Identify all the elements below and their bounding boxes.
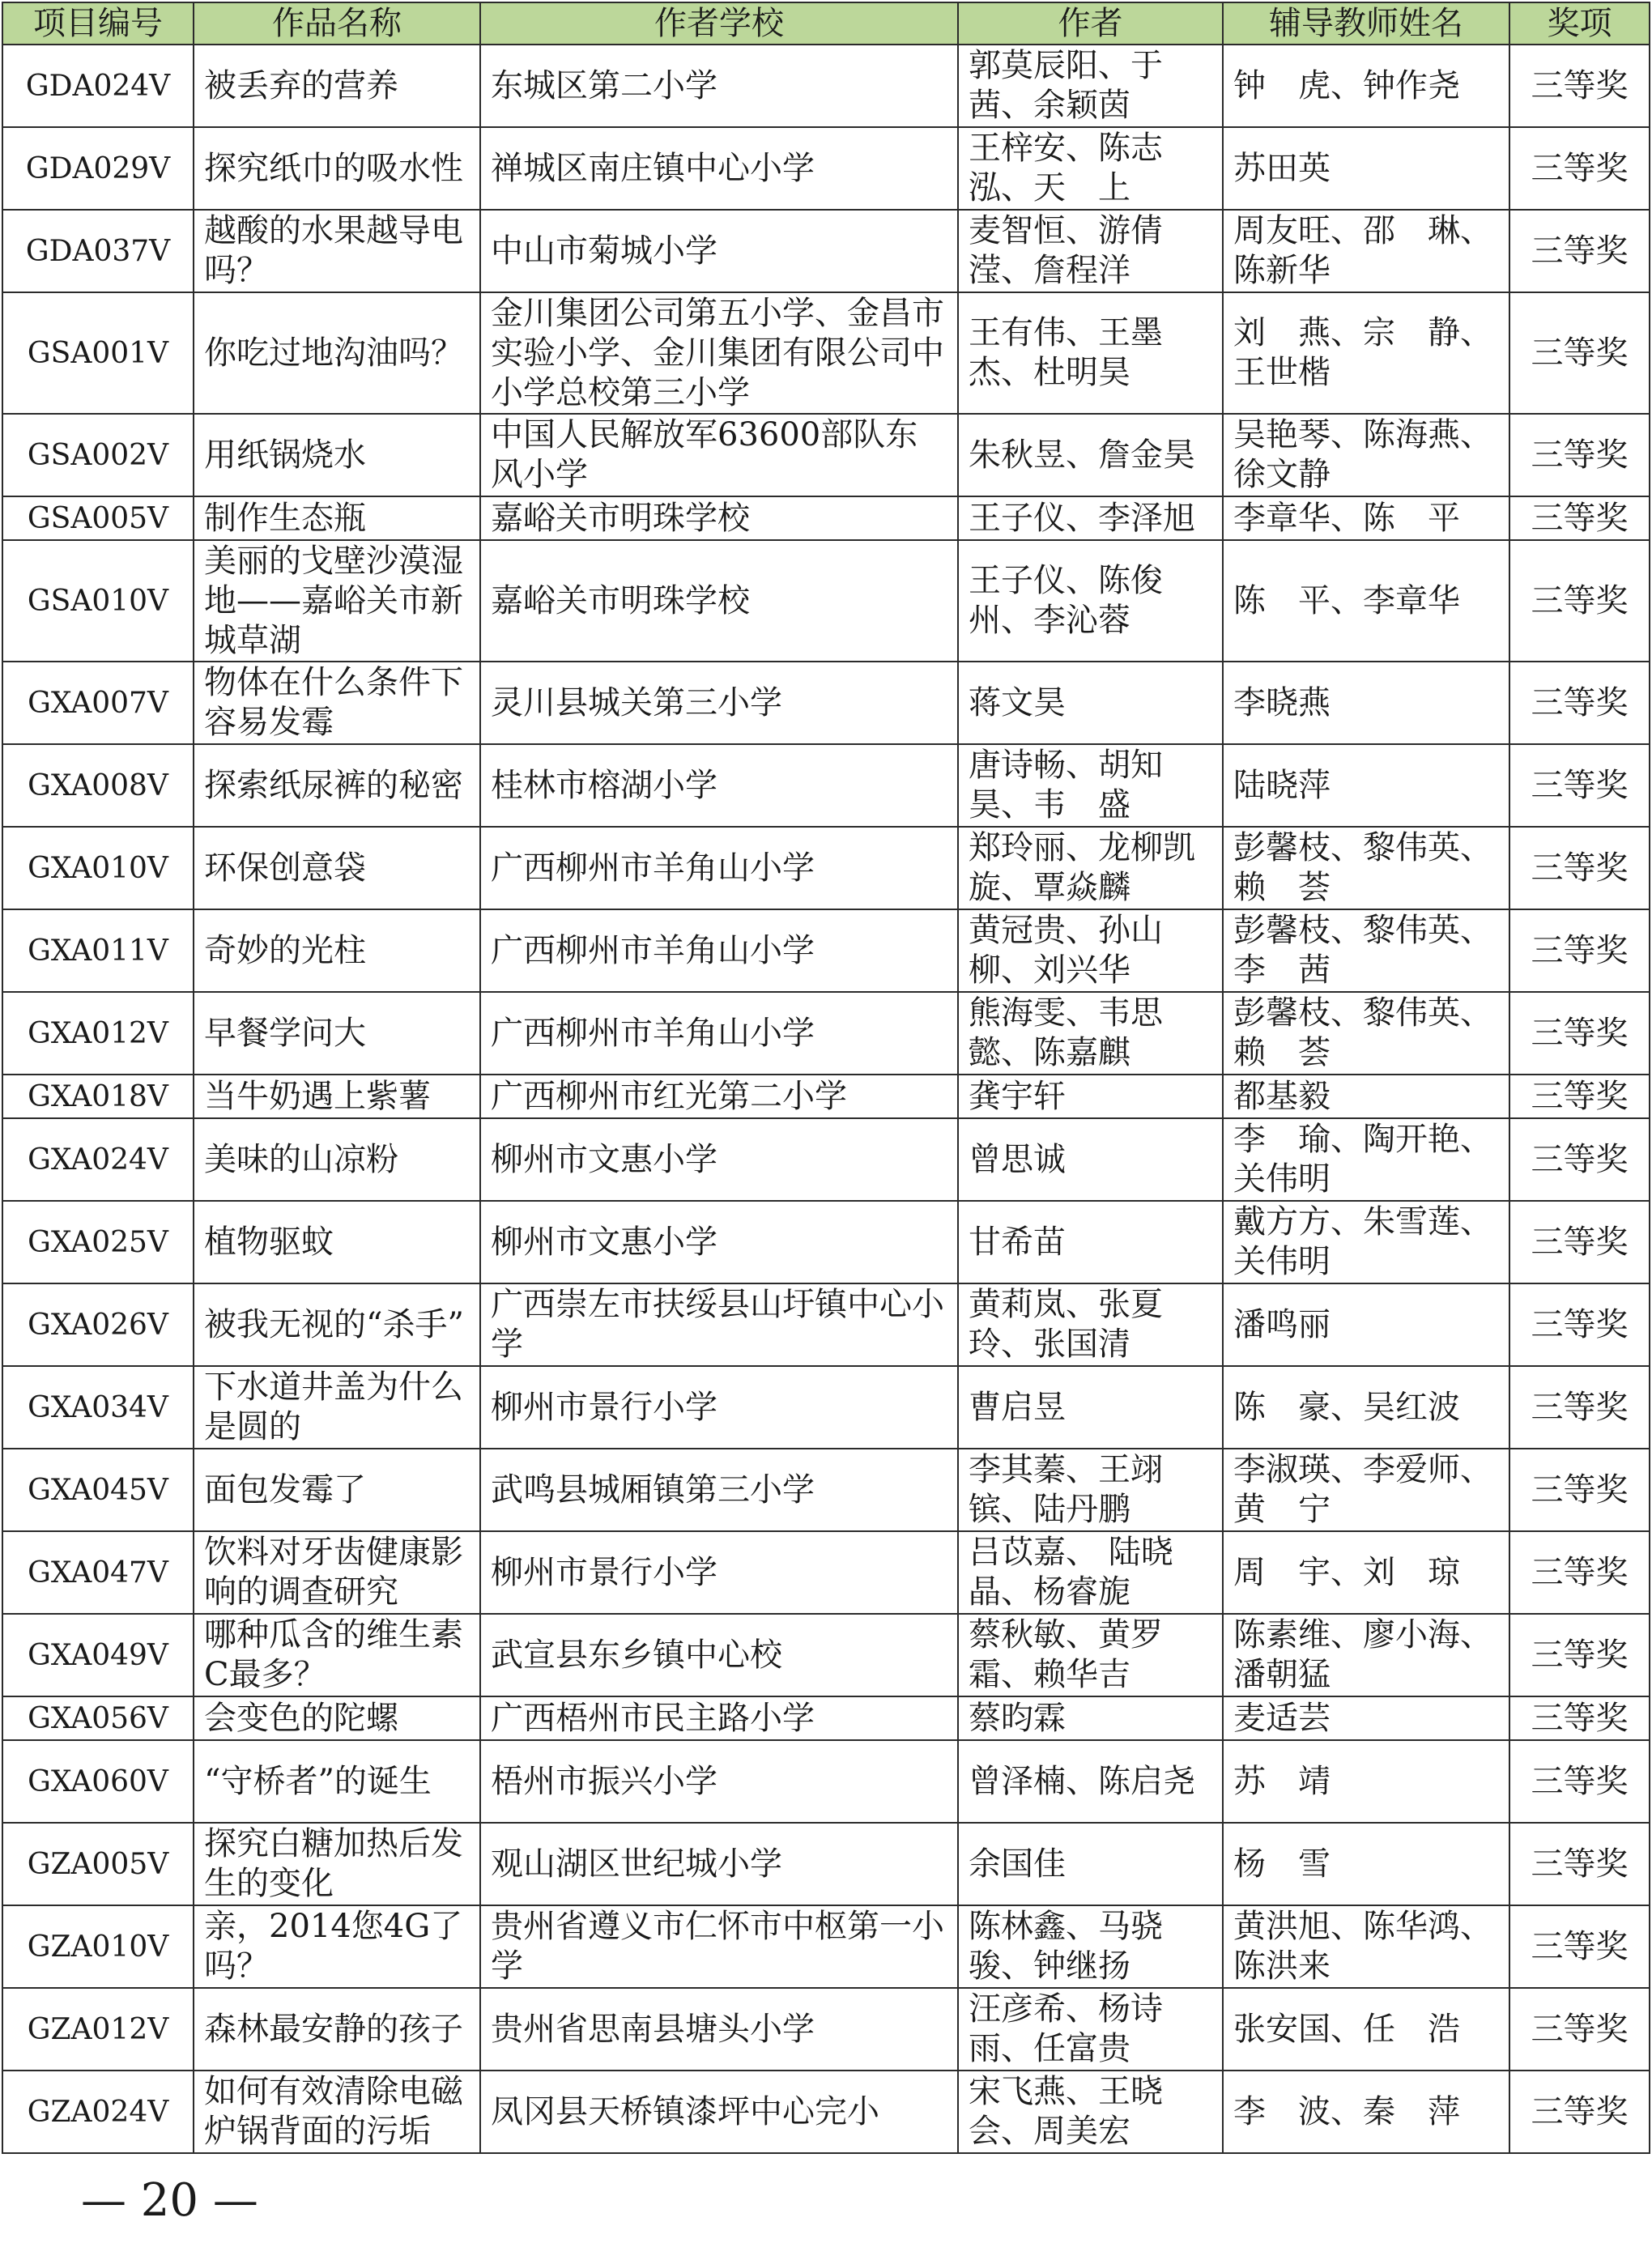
header-award: 奖项	[1509, 2, 1650, 45]
cell-title: 探究白糖加热后发生的变化	[194, 1823, 480, 1905]
cell-author: 甘希苗	[958, 1201, 1223, 1283]
cell-school: 凤冈县天桥镇漆坪中心完小	[480, 2071, 958, 2153]
cell-author: 龚宇轩	[958, 1075, 1223, 1118]
cell-teacher: 吴艳琴、陈海燕、徐文静	[1223, 414, 1509, 496]
cell-school: 贵州省思南县塘头小学	[480, 1988, 958, 2071]
header-teacher: 辅导教师姓名	[1223, 2, 1509, 45]
cell-title: 探索纸尿裤的秘密	[194, 744, 480, 827]
cell-award: 三等奖	[1509, 1614, 1650, 1696]
cell-title: 当牛奶遇上紫薯	[194, 1075, 480, 1118]
cell-teacher: 戴方方、朱雪莲、关伟明	[1223, 1201, 1509, 1283]
cell-award: 三等奖	[1509, 744, 1650, 827]
table-header-row	[2, 2, 1650, 45]
cell-code: GXA047V	[2, 1531, 194, 1614]
cell-author: 王有伟、王墨杰、杜明昊	[958, 292, 1223, 414]
cell-author: 李其蓁、王翊镔、陆丹鹏	[958, 1449, 1223, 1531]
cell-school: 广西柳州市羊角山小学	[480, 827, 958, 909]
cell-author: 王梓安、陈志泓、天 上	[958, 127, 1223, 210]
header-code: 项目编号	[2, 2, 194, 45]
cell-title: 哪种瓜含的维生素C最多？	[194, 1614, 480, 1696]
cell-code: GXA007V	[2, 662, 194, 744]
cell-author: 黄冠贵、孙山柳、刘兴华	[958, 909, 1223, 992]
cell-school: 禅城区南庄镇中心小学	[480, 127, 958, 210]
cell-award: 三等奖	[1509, 1905, 1650, 1988]
cell-award: 三等奖	[1509, 1366, 1650, 1449]
table-row	[2, 1283, 1650, 1366]
cell-teacher: 潘鸣丽	[1223, 1283, 1509, 1366]
cell-code: GZA024V	[2, 2071, 194, 2153]
cell-teacher: 杨 雪	[1223, 1823, 1509, 1905]
cell-author: 郭莫辰阳、于茜、余颖茵	[958, 45, 1223, 127]
cell-code: GXA056V	[2, 1696, 194, 1740]
awards-table	[2, 2, 1650, 2154]
table-row	[2, 1075, 1650, 1118]
cell-author: 吕苡嘉、 陆晓晶、杨睿旎	[958, 1531, 1223, 1614]
cell-title: 如何有效清除电磁炉锅背面的污垢	[194, 2071, 480, 2153]
cell-school: 灵川县城关第三小学	[480, 662, 958, 744]
cell-code: GZA005V	[2, 1823, 194, 1905]
cell-title: 越酸的水果越导电吗？	[194, 210, 480, 292]
table-row	[2, 1118, 1650, 1201]
cell-award: 三等奖	[1509, 909, 1650, 992]
cell-school: 柳州市文惠小学	[480, 1118, 958, 1201]
cell-award: 三等奖	[1509, 127, 1650, 210]
cell-code: GXA034V	[2, 1366, 194, 1449]
cell-teacher: 陈 豪、吴红波	[1223, 1366, 1509, 1449]
cell-author: 熊海雯、韦思懿、陈嘉麒	[958, 992, 1223, 1075]
cell-code: GXA012V	[2, 992, 194, 1075]
cell-code: GZA012V	[2, 1988, 194, 2071]
cell-teacher: 彭馨枝、黎伟英、赖 荟	[1223, 992, 1509, 1075]
table-row	[2, 1988, 1650, 2071]
cell-code: GDA037V	[2, 210, 194, 292]
table-row	[2, 744, 1650, 827]
cell-code: GDA029V	[2, 127, 194, 210]
cell-teacher: 苏田英	[1223, 127, 1509, 210]
cell-author: 余国佳	[958, 1823, 1223, 1905]
cell-code: GSA001V	[2, 292, 194, 414]
cell-title: 探究纸巾的吸水性	[194, 127, 480, 210]
cell-author: 黄莉岚、张夏玲、张国清	[958, 1283, 1223, 1366]
cell-title: 植物驱蚊	[194, 1201, 480, 1283]
cell-code: GSA005V	[2, 496, 194, 540]
cell-title: 制作生态瓶	[194, 496, 480, 540]
cell-code: GXA049V	[2, 1614, 194, 1696]
cell-award: 三等奖	[1509, 1201, 1650, 1283]
cell-award: 三等奖	[1509, 45, 1650, 127]
cell-author: 郑玲丽、龙柳凯旋、覃焱麟	[958, 827, 1223, 909]
cell-title: 美味的山凉粉	[194, 1118, 480, 1201]
table-row	[2, 1905, 1650, 1988]
cell-code: GXA024V	[2, 1118, 194, 1201]
table-row	[2, 292, 1650, 414]
table-row	[2, 662, 1650, 744]
cell-code: GXA060V	[2, 1740, 194, 1823]
cell-teacher: 都基毅	[1223, 1075, 1509, 1118]
table-row	[2, 45, 1650, 127]
cell-author: 蒋文昊	[958, 662, 1223, 744]
cell-award: 三等奖	[1509, 210, 1650, 292]
cell-title: 早餐学问大	[194, 992, 480, 1075]
cell-author: 唐诗畅、胡知昊、韦 盛	[958, 744, 1223, 827]
cell-title: 奇妙的光柱	[194, 909, 480, 992]
page-number: — 20 —	[81, 2174, 258, 2227]
cell-award: 三等奖	[1509, 496, 1650, 540]
cell-title: 面包发霉了	[194, 1449, 480, 1531]
cell-school: 东城区第二小学	[480, 45, 958, 127]
cell-title: 下水道井盖为什么是圆的	[194, 1366, 480, 1449]
cell-school: 广西崇左市扶绥县山圩镇中心小学	[480, 1283, 958, 1366]
cell-school: 柳州市景行小学	[480, 1531, 958, 1614]
cell-award: 三等奖	[1509, 1283, 1650, 1366]
cell-teacher: 黄洪旭、陈华鸿、陈洪来	[1223, 1905, 1509, 1988]
table-row	[2, 1531, 1650, 1614]
cell-title: 美丽的戈壁沙漠湿地——嘉峪关市新城草湖	[194, 540, 480, 662]
cell-school: 桂林市榕湖小学	[480, 744, 958, 827]
cell-teacher: 李 波、秦 萍	[1223, 2071, 1509, 2153]
cell-author: 麦智恒、游倩滢、詹程洋	[958, 210, 1223, 292]
cell-school: 中山市菊城小学	[480, 210, 958, 292]
cell-award: 三等奖	[1509, 2071, 1650, 2153]
table-row	[2, 1201, 1650, 1283]
table-row	[2, 909, 1650, 992]
cell-award: 三等奖	[1509, 662, 1650, 744]
cell-teacher: 彭馨枝、黎伟英、李 茜	[1223, 909, 1509, 992]
cell-author: 汪彦希、杨诗雨、任富贵	[958, 1988, 1223, 2071]
cell-author: 蔡昀霖	[958, 1696, 1223, 1740]
cell-award: 三等奖	[1509, 1075, 1650, 1118]
cell-award: 三等奖	[1509, 1531, 1650, 1614]
cell-author: 王子仪、李泽旭	[958, 496, 1223, 540]
table-row	[2, 540, 1650, 662]
cell-code: GXA018V	[2, 1075, 194, 1118]
cell-award: 三等奖	[1509, 1988, 1650, 2071]
cell-school: 柳州市景行小学	[480, 1366, 958, 1449]
table-row	[2, 414, 1650, 496]
cell-code: GZA010V	[2, 1905, 194, 1988]
cell-teacher: 麦适芸	[1223, 1696, 1509, 1740]
cell-code: GXA008V	[2, 744, 194, 827]
table-row	[2, 496, 1650, 540]
cell-school: 观山湖区世纪城小学	[480, 1823, 958, 1905]
table-row	[2, 1449, 1650, 1531]
cell-teacher: 周友旺、邵 琳、陈新华	[1223, 210, 1509, 292]
cell-award: 三等奖	[1509, 540, 1650, 662]
cell-code: GDA024V	[2, 45, 194, 127]
table-row	[2, 827, 1650, 909]
table-row	[2, 1823, 1650, 1905]
cell-teacher: 陈素维、廖小海、潘朝猛	[1223, 1614, 1509, 1696]
cell-school: 广西柳州市羊角山小学	[480, 909, 958, 992]
cell-teacher: 彭馨枝、黎伟英、赖 荟	[1223, 827, 1509, 909]
cell-code: GXA011V	[2, 909, 194, 992]
cell-school: 广西柳州市红光第二小学	[480, 1075, 958, 1118]
cell-teacher: 张安国、任 浩	[1223, 1988, 1509, 2071]
table-row	[2, 1696, 1650, 1740]
cell-title: 亲，2014您4G了吗？	[194, 1905, 480, 1988]
table-row	[2, 2071, 1650, 2153]
cell-teacher: 陆晓萍	[1223, 744, 1509, 827]
cell-school: 柳州市文惠小学	[480, 1201, 958, 1283]
cell-title: 用纸锅烧水	[194, 414, 480, 496]
cell-teacher: 周 宇、刘 琼	[1223, 1531, 1509, 1614]
cell-title: 环保创意袋	[194, 827, 480, 909]
cell-author: 曹启昱	[958, 1366, 1223, 1449]
cell-author: 王子仪、陈俊州、李沁蓉	[958, 540, 1223, 662]
cell-award: 三等奖	[1509, 1118, 1650, 1201]
cell-award: 三等奖	[1509, 292, 1650, 414]
cell-teacher: 李章华、陈 平	[1223, 496, 1509, 540]
cell-title: 被丢弃的营养	[194, 45, 480, 127]
cell-teacher: 李淑瑛、李爱师、黄 宁	[1223, 1449, 1509, 1531]
cell-code: GXA045V	[2, 1449, 194, 1531]
cell-code: GXA025V	[2, 1201, 194, 1283]
cell-school: 广西柳州市羊角山小学	[480, 992, 958, 1075]
table-row	[2, 210, 1650, 292]
cell-author: 曾泽楠、陈启尧	[958, 1740, 1223, 1823]
cell-author: 陈林鑫、马骁骏、钟继扬	[958, 1905, 1223, 1988]
cell-award: 三等奖	[1509, 1740, 1650, 1823]
cell-title: 饮料对牙齿健康影响的调查研究	[194, 1531, 480, 1614]
cell-code: GXA010V	[2, 827, 194, 909]
cell-title: 森林最安静的孩子	[194, 1988, 480, 2071]
cell-author: 曾思诚	[958, 1118, 1223, 1201]
cell-title: “守桥者”的诞生	[194, 1740, 480, 1823]
cell-award: 三等奖	[1509, 992, 1650, 1075]
header-author: 作者	[958, 2, 1223, 45]
table-row	[2, 1614, 1650, 1696]
cell-school: 梧州市振兴小学	[480, 1740, 958, 1823]
cell-teacher: 钟 虎、钟作尧	[1223, 45, 1509, 127]
cell-teacher: 李晓燕	[1223, 662, 1509, 744]
cell-title: 物体在什么条件下容易发霉	[194, 662, 480, 744]
cell-school: 金川集团公司第五小学、金昌市实验小学、金川集团有限公司中小学总校第三小学	[480, 292, 958, 414]
cell-school: 贵州省遵义市仁怀市中枢第一小学	[480, 1905, 958, 1988]
cell-title: 会变色的陀螺	[194, 1696, 480, 1740]
cell-award: 三等奖	[1509, 827, 1650, 909]
table-row	[2, 992, 1650, 1075]
cell-teacher: 陈 平、李章华	[1223, 540, 1509, 662]
cell-teacher: 苏 靖	[1223, 1740, 1509, 1823]
cell-school: 武宣县东乡镇中心校	[480, 1614, 958, 1696]
cell-title: 你吃过地沟油吗？	[194, 292, 480, 414]
cell-code: GSA010V	[2, 540, 194, 662]
cell-teacher: 李 瑜、陶开艳、关伟明	[1223, 1118, 1509, 1201]
cell-title: 被我无视的“杀手”	[194, 1283, 480, 1366]
cell-school: 嘉峪关市明珠学校	[480, 496, 958, 540]
cell-code: GSA002V	[2, 414, 194, 496]
table-row	[2, 1366, 1650, 1449]
cell-teacher: 刘 燕、宗 静、王世楷	[1223, 292, 1509, 414]
header-school: 作者学校	[480, 2, 958, 45]
cell-award: 三等奖	[1509, 1823, 1650, 1905]
table-row	[2, 127, 1650, 210]
cell-school: 嘉峪关市明珠学校	[480, 540, 958, 662]
cell-school: 中国人民解放军63600部队东风小学	[480, 414, 958, 496]
cell-author: 朱秋昱、詹金昊	[958, 414, 1223, 496]
cell-author: 宋飞燕、王晓会、周美宏	[958, 2071, 1223, 2153]
cell-award: 三等奖	[1509, 1696, 1650, 1740]
cell-school: 武鸣县城厢镇第三小学	[480, 1449, 958, 1531]
cell-award: 三等奖	[1509, 1449, 1650, 1531]
header-title: 作品名称	[194, 2, 480, 45]
cell-school: 广西梧州市民主路小学	[480, 1696, 958, 1740]
table-row	[2, 1740, 1650, 1823]
cell-code: GXA026V	[2, 1283, 194, 1366]
cell-author: 蔡秋敏、黄罗霜、赖华吉	[958, 1614, 1223, 1696]
cell-award: 三等奖	[1509, 414, 1650, 496]
